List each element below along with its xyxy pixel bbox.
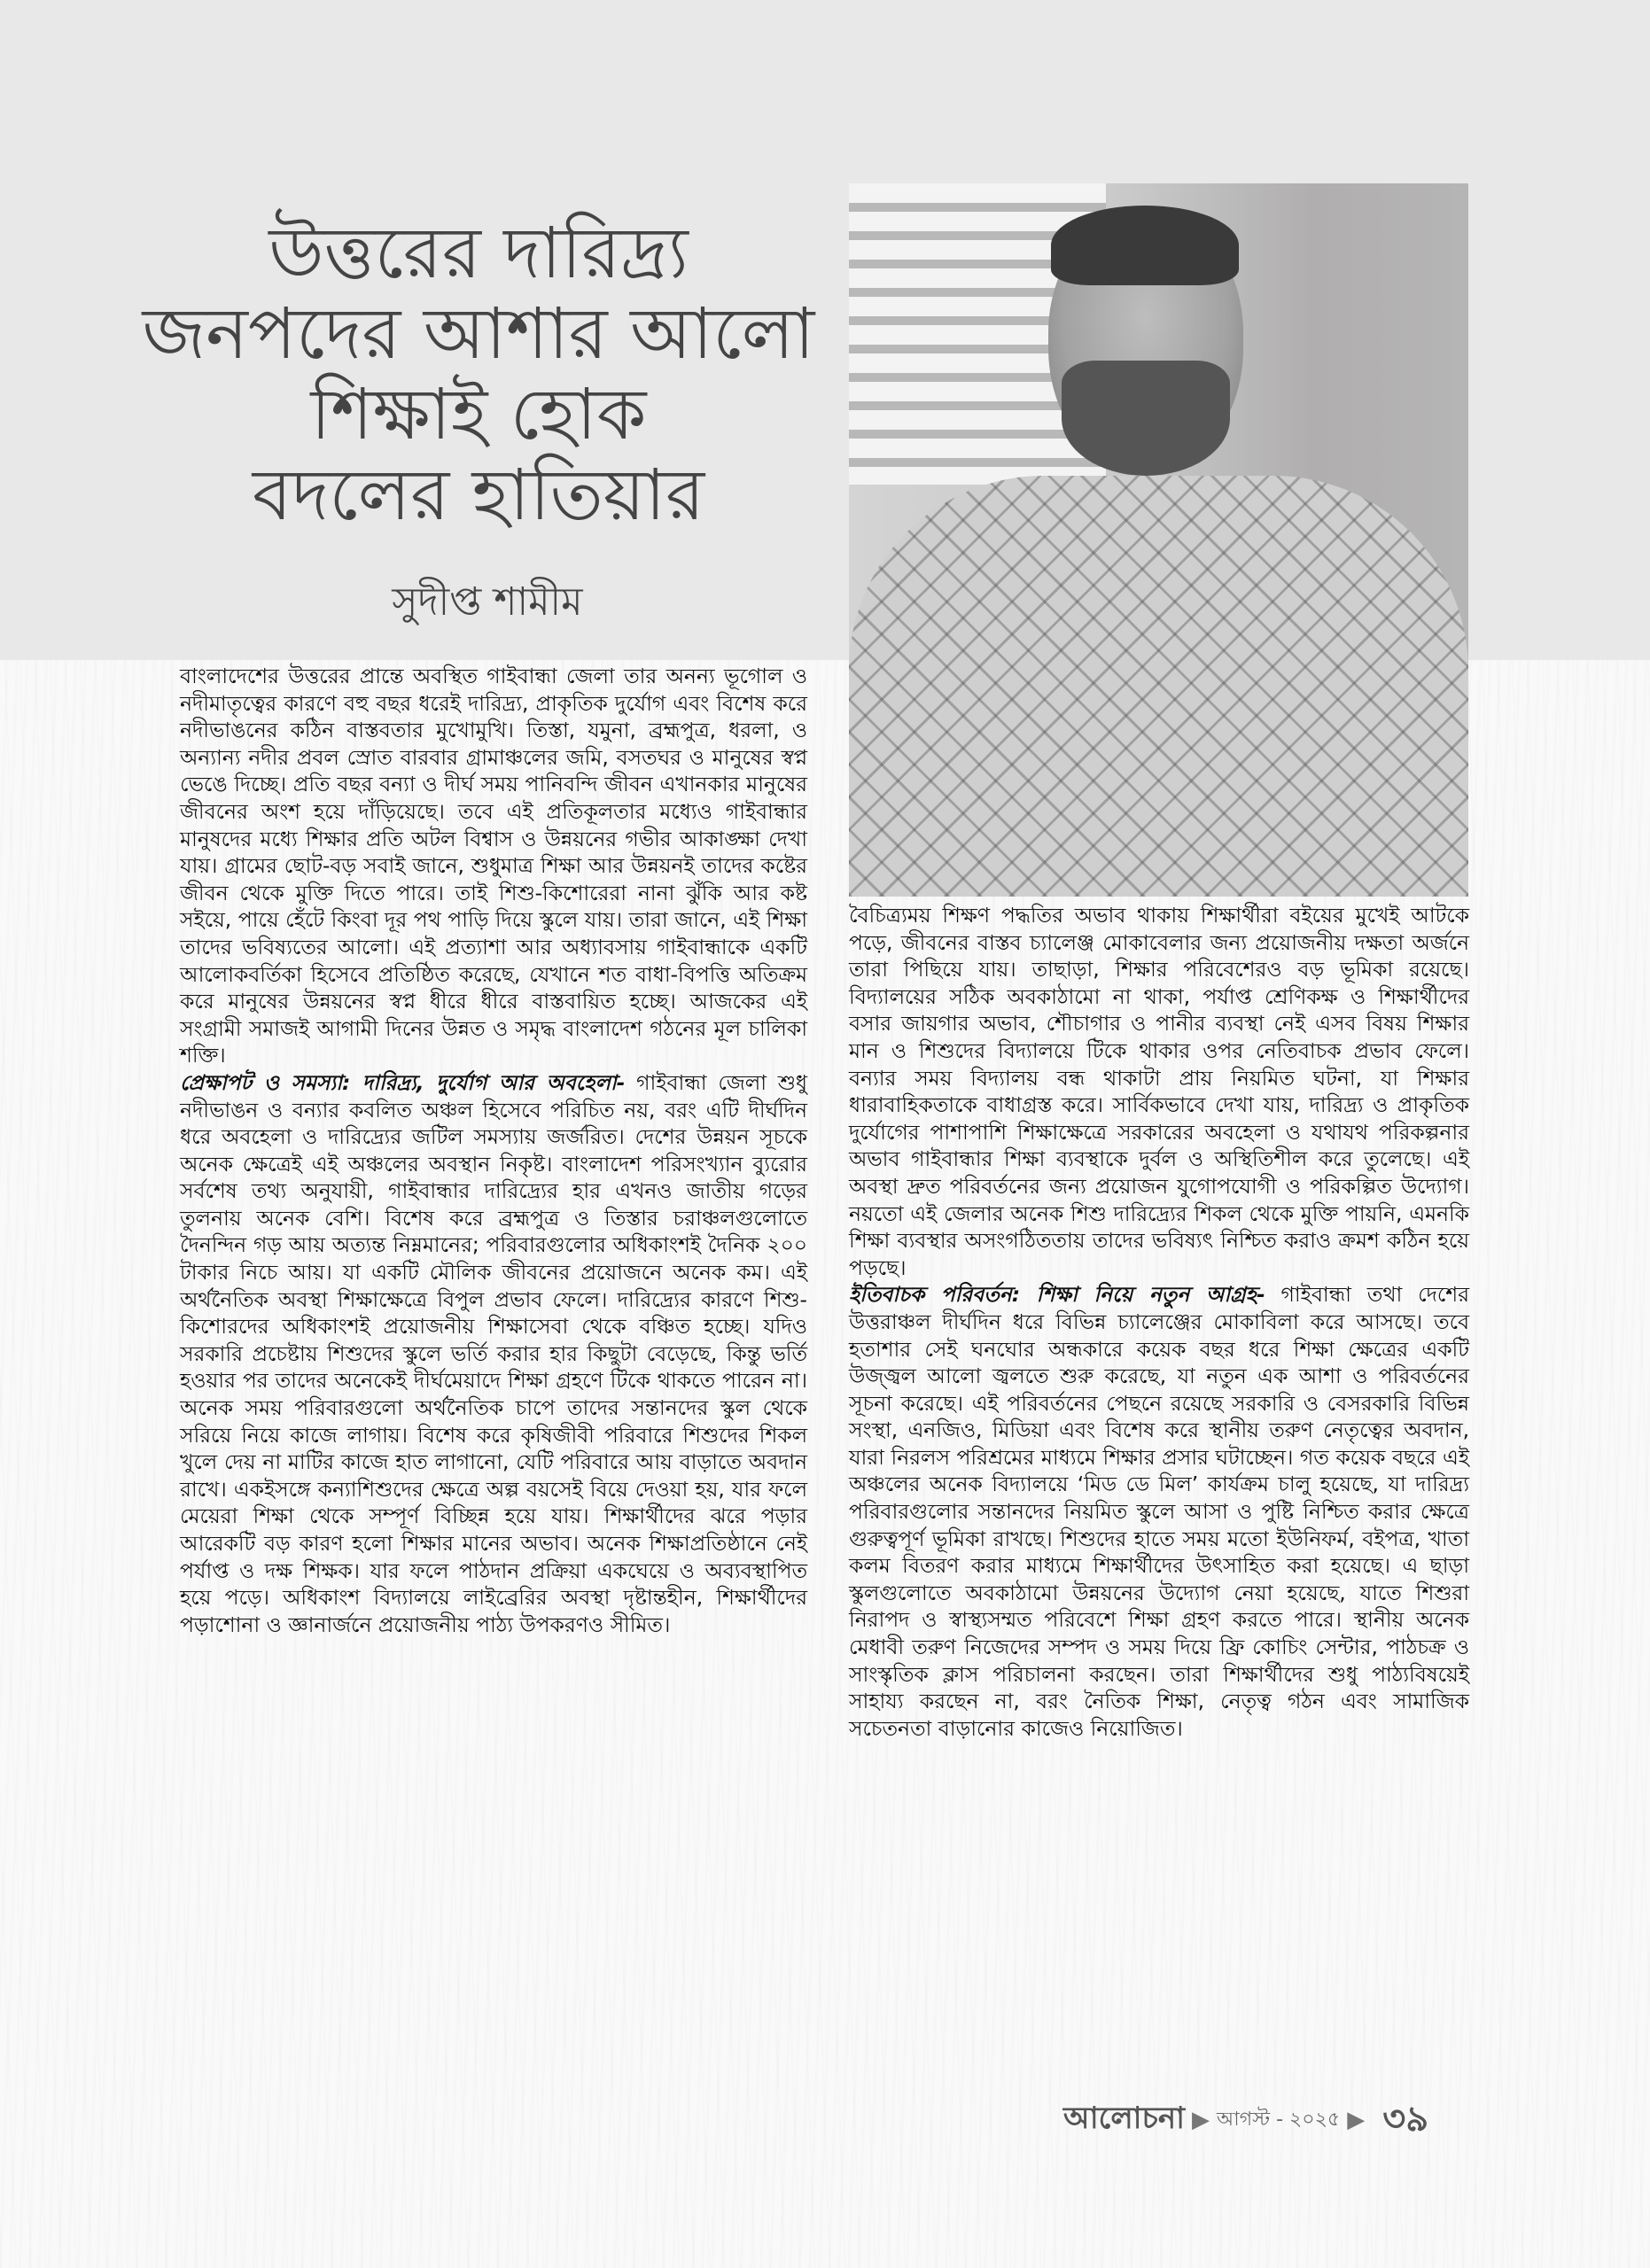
page-number: ৩৯ — [1382, 2098, 1429, 2140]
author-byline: সুদীপ্ত শামীম — [392, 579, 583, 625]
title-line-2: জনপদের আশার আলো — [142, 292, 815, 375]
beard — [1062, 361, 1230, 476]
author-portrait-photo — [849, 183, 1468, 897]
checked-shirt — [849, 476, 1468, 897]
right-column — [849, 902, 1469, 1742]
title-line-3: শিক্ষাই হোক — [310, 373, 647, 455]
play-arrow-icon: ▶ — [1347, 2107, 1366, 2133]
hair — [1051, 206, 1239, 285]
section-1-paragraph — [180, 1069, 807, 1638]
article-title — [133, 213, 824, 535]
section-1-body: গাইবান্ধা জেলা শুধু নদীভাঙন ও বন্যার কবলিত অঞ্চল হিসেবে পরিচিত নয়, বরং এটি দীর্ঘদিন ধরে অবহেলা ও দারিদ্র্যের জটিল সমস্যায় জর্জরিত। দেশের উন্নয়ন সূচকে অনেক ক্ষেত্রেই এই অঞ্চলের অবস্থান নিকৃষ্ট। বাংলাদেশ পরিসংখ্যান ব্যুরোর সর্বশেষ তথ্য অনুযায়ী, গাইবান্ধার দারিদ্র্যের হার এখনও জাতীয় গড়ের তুলনায় অনেক বেশি। বিশেষ করে ব্রহ্মপুত্র ও তিস্তার চরাঞ্চলগুলোতে দৈনন্দিন গড় আয় অত্যন্ত নিম্নমানের; পরিবারগুলোর অধিকাংশই দৈনিক ২০০ টাকার নিচে আয়। যা একটি মৌলিক জীবনের প্রয়োজনে অনেক কম। এই অর্থনৈতিক অবস্থা শিক্ষাক্ষেত্রে বিপুল প্রভাব ফেলে। দারিদ্র্যের কারণে শিশু-কিশোরদের অধিকাংশই প্রয়োজনীয় শিক্ষাসেবা থেকে বঞ্চিত হচ্ছে। যদিও সরকারি প্রচেষ্টায় শিশুদের স্কুলে ভর্তি করার হার কিছুটা বেড়েছে, কিন্তু ভর্তি হওয়ার পর তাদের অনেকেই দীর্ঘমেয়াদে শিক্ষা গ্রহণে টিকে থাকতে পারেন না। অনেক সময় পরিবারগুলো অর্থনৈতিক চাপে তাদের সন্তানদের স্কুল থেকে সরিয়ে নিয়ে কাজে লাগায়। বিশেষ করে কৃষিজীবী পরিবারে শিশুদের শিকল খুলে দেয় না মাটির কাজে হাত লাগানো, যেটি পরিবারে আয় বাড়াতে অবদান রাখে। একইসঙ্গে কন্যাশিশুদের ক্ষেত্রে অল্প বয়সেই বিয়ে দেওয়া হয়, যার ফলে মেয়েরা শিক্ষা থেকে সম্পূর্ণ বিচ্ছিন্ন হয়ে যায়। শিক্ষার্থীদের ঝরে পড়ার আরেকটি বড় কারণ হলো শিক্ষার মানের অভাব। অনেক শিক্ষাপ্রতিষ্ঠানে নেই পর্যাপ্ত ও দক্ষ শিক্ষক। যার ফলে পাঠদান প্রক্রিয়া একঘেয়ে ও অব্যবস্থাপিত হয়ে পড়ে। অধিকাংশ বিদ্যালয়ে লাইব্রেরির অবস্থা দৃষ্টান্তহীন, শিক্ষার্থীদের পড়াশোনা ও জ্ঞানার্জনে প্রয়োজনীয় পাঠ্য উপকরণও সীমিত। — [180, 1069, 808, 1637]
issue-date: আগস্ট - ২০২৫ — [1217, 2108, 1341, 2131]
title-line-4: বদলের হাতিয়ার — [252, 454, 705, 536]
magazine-name: আলোচনা — [1063, 2100, 1186, 2136]
left-column — [180, 663, 807, 1638]
section-1-heading: প্রেক্ষাপট ও সমস্যা: দারিদ্র্য, দুর্যোগ আর অবহেলা- — [180, 1069, 626, 1095]
page-footer — [1063, 2098, 1480, 2142]
title-line-1: উত্তরের দারিদ্র্য — [269, 212, 689, 294]
section-2-heading: ইতিবাচক পরিবর্তন: শিক্ষা নিয়ে নতুন আগ্রহ- — [849, 1282, 1265, 1308]
continuation-paragraph: বৈচিত্র্যময় শিক্ষণ পদ্ধতির অভাব থাকায় শিক্ষার্থীরা বইয়ের মুখেই আটকে পড়ে, জীবনের বাস্তব চ্যালেঞ্জ মোকাবেলার জন্য প্রয়োজনীয় দক্ষতা অর্জনে তারা পিছিয়ে যায়। তাছাড়া, শিক্ষার পরিবেশেরও বড় ভূমিকা রয়েছে। বিদ্যালয়ের সঠিক অবকাঠামো না থাকা, পর্যাপ্ত শ্রেণিকক্ষ ও শিক্ষার্থীদের বসার জায়গার অভাব, শৌচাগার ও পানীর ব্যবস্থা নেই এসব বিষয় শিক্ষার মান ও শিশুদের বিদ্যালয়ে টিকে থাকার ওপর নেতিবাচক প্রভাব ফেলে। বন্যার সময় বিদ্যালয় বন্ধ থাকাটা প্রায় নিয়মিত ঘটনা, যা শিক্ষার ধারাবাহিকতাকে বাধাগ্রস্ত করে। সার্বিকভাবে দেখা যায়, দারিদ্র্য ও প্রাকৃতিক দুর্যোগের পাশাপাশি শিক্ষাক্ষেত্রে সরকারের অবহেলা ও যথাযথ পরিকল্পনার অভাব গাইবান্ধার শিক্ষা ব্যবস্থাকে দুর্বল ও অস্থিতিশীল করে তুলেছে। এই অবস্থা দ্রুত পরিবর্তনের জন্য প্রয়োজন যুগোপযোগী ও পরিকল্পিত উদ্যোগ। নয়তো এই জেলার অনেক শিশু দারিদ্র্যের শিকল থেকে মুক্তি পায়নি, এমনকি শিক্ষা ব্যবস্থার অসংগঠিততায় তাদের ভবিষ্যৎ নিশ্চিত করাও ক্রমশ কঠিন হয়ে পড়ছে। — [849, 903, 1469, 1280]
section-2-paragraph — [849, 1281, 1469, 1742]
section-2-body: গাইবান্ধা তথা দেশের উত্তরাঞ্চল দীর্ঘদিন ধরে বিভিন্ন চ্যালেঞ্জের মোকাবিলা করে আসছে। তবে হতাশার সেই ঘনঘোর অন্ধকারে কয়েক বছর ধরে শিক্ষা ক্ষেত্রের একটি উজ্জ্বল আলো জ্বলতে শুরু করেছে, যা নতুন এক আশা ও পরিবর্তনের সূচনা করেছে। এই পরিবর্তনের পেছনে রয়েছে সরকারি ও বেসরকারি বিভিন্ন সংস্থা, এনজিও, মিডিয়া এবং বিশেষ করে স্থানীয় তরুণ নেতৃত্বের অবদান, যারা নিরলস পরিশ্রমের মাধ্যমে শিক্ষার প্রসার ঘটাচ্ছেন। গত কয়েক বছরে এই অঞ্চলের অনেক বিদ্যালয়ে ‘মিড ডে মিল’ কার্যক্রম চালু হয়েছে, যা দারিদ্র্য পরিবারগুলোর সন্তানদের নিয়মিত স্কুলে আসা ও পুষ্টি নিশ্চিত করার ক্ষেত্রে গুরুত্বপূর্ণ ভূমিকা রাখছে। শিশুদের হাতে সময় মতো ইউনিফর্ম, বইপত্র, খাতা কলম বিতরণ করার মাধ্যমে শিক্ষার্থীদের উৎসাহিত করা হয়েছে। এ ছাড়া স্কুলগুলোতে অবকাঠামো উন্নয়নের উদ্যোগ নেয়া হয়েছে, যাতে শিশুরা নিরাপদ ও স্বাস্থ্যসম্মত পরিবেশে শিক্ষা গ্রহণ করতে পারে। স্থানীয় অনেক মেধাবী তরুণ নিজেদের সম্পদ ও সময় দিয়ে ফ্রি কোচিং সেন্টার, পাঠচক্র ও সাংস্কৃতিক ক্লাস পরিচালনা করছেন। তারা শিক্ষার্থীদের শুধু পাঠ্যবিষয়েই সাহায্য করছেন না, বরং নৈতিক শিক্ষা, নেতৃত্ব গঠন এবং সামাজিক সচেতনতা বাড়ানোর কাজেও নিয়োজিত। — [849, 1282, 1469, 1741]
intro-paragraph: বাংলাদেশের উত্তরের প্রান্তে অবস্থিত গাইবান্ধা জেলা তার অনন্য ভূগোল ও নদীমাতৃত্বের কারণে বহু বছর ধরেই দারিদ্র্য, প্রাকৃতিক দুর্যোগ এবং বিশেষ করে নদীভাঙনের কঠিন বাস্তবতার মুখোমুখি। তিস্তা, যমুনা, ব্রহ্মপুত্র, ধরলা, ও অন্যান্য নদীর প্রবল স্রোত বারবার গ্রামাঞ্চলের জমি, বসতঘর ও মানুষের স্বপ্ন ভেঙে দিচ্ছে। প্রতি বছর বন্যা ও দীর্ঘ সময় পানিবন্দি জীবন এখানকার মানুষের জীবনের অংশ হয়ে দাঁড়িয়েছে। তবে এই প্রতিকূলতার মধ্যেও গাইবান্ধার মানুষদের মধ্যে শিক্ষার প্রতি অটল বিশ্বাস ও উন্নয়নের গভীর আকাঙ্ক্ষা দেখা যায়। গ্রামের ছোট-বড় সবাই জানে, শুধুমাত্র শিক্ষা আর উন্নয়নই তাদের কষ্টের জীবন থেকে মুক্তি দিতে পারে। তাই শিশু-কিশোরেরা নানা ঝুঁকি আর কষ্ট সইয়ে, পায়ে হেঁটে কিংবা দূর পথ পাড়ি দিয়ে স্কুলে যায়। তারা জানে, এই শিক্ষা তাদের ভবিষ্যতের আলো। এই প্রত্যাশা আর অধ্যাবসায় গাইবান্ধাকে একটি আলোকবর্তিকা হিসেবে প্রতিষ্ঠিত করেছে, যেখানে শত বাধা-বিপত্তি অতিক্রম করে মানুষের উন্নয়নের স্বপ্ন ধীরে ধীরে বাস্তবায়িত হচ্ছে। আজকের এই সংগ্রামী সমাজই আগামী দিনের উন্নত ও সমৃদ্ধ বাংলাদেশ গঠনের মূল চালিকা শক্তি। — [180, 664, 807, 1068]
play-arrow-icon: ▶ — [1192, 2107, 1210, 2133]
